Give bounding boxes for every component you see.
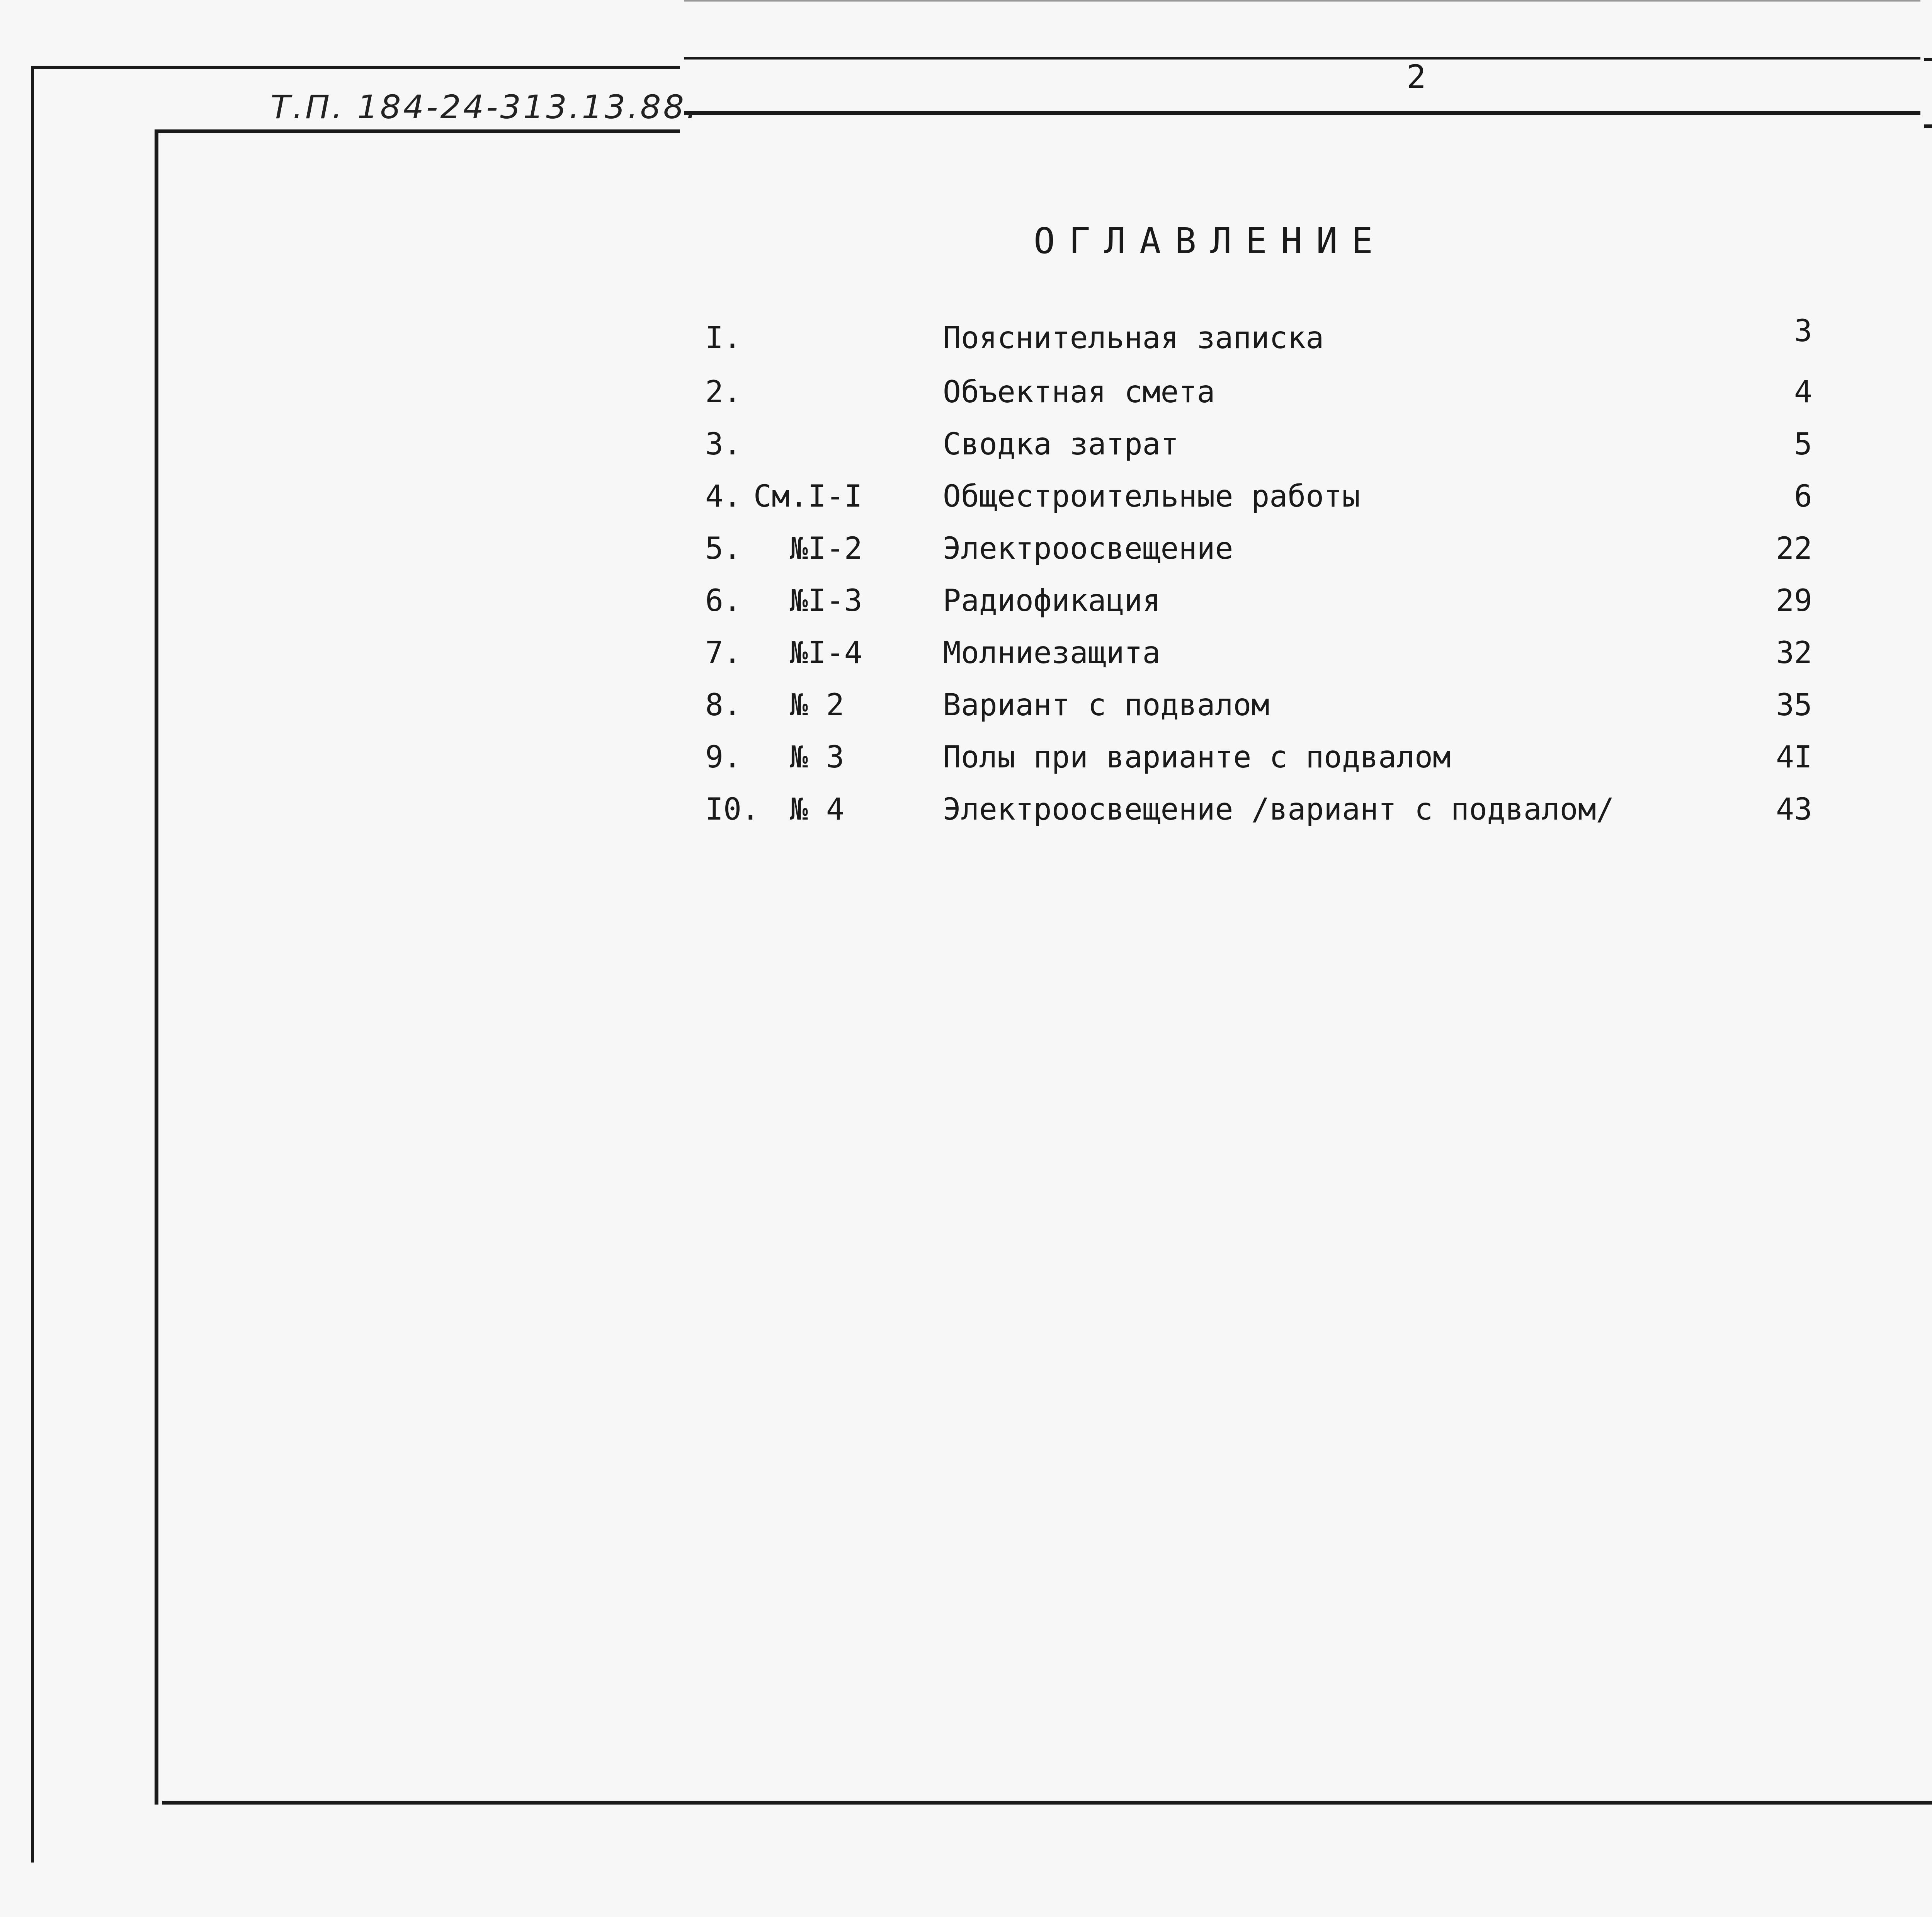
toc-row-page: 35: [1776, 688, 1812, 723]
toc-row-number: 8.: [705, 688, 742, 723]
toc-row-ref: См.I-I: [753, 479, 862, 514]
toc-row-page: 29: [1776, 583, 1812, 618]
toc-row-title: Пояснительная записка: [943, 321, 1324, 356]
toc-row: [0, 531, 1932, 578]
top-edge-line: [684, 0, 1920, 2]
toc-row-page: 6: [1794, 479, 1812, 514]
toc-row-ref: № 3: [753, 740, 844, 775]
toc-row-number: 9.: [705, 740, 742, 775]
toc-row: [0, 636, 1932, 682]
toc-title: ОГЛАВЛЕНИЕ: [1034, 220, 1387, 262]
page-number-box-bottom: [684, 111, 1920, 115]
toc-row: [0, 792, 1932, 839]
toc-row-number: 2.: [705, 375, 742, 410]
toc-row-number: I0.: [705, 792, 760, 827]
toc-row: [0, 688, 1932, 734]
toc-row-title: Вариант с подвалом: [943, 688, 1270, 723]
toc-row-page: 4: [1794, 375, 1812, 410]
document-code: Т.П. 184-24-313.13.88.: [270, 88, 699, 126]
page-number-box-top: [684, 57, 1920, 60]
toc-row: [0, 740, 1932, 786]
toc-row-title: Полы при варианте с подвалом: [943, 740, 1451, 775]
inner-frame-top-right: [1924, 124, 1932, 128]
toc-row-number: I.: [705, 321, 742, 356]
page-number: 2: [1406, 58, 1426, 96]
toc-row-page: 4I: [1776, 740, 1812, 775]
toc-row-ref: №I-3: [753, 583, 862, 618]
toc-row: [0, 375, 1932, 421]
toc-row-ref: №I-4: [753, 636, 862, 670]
toc-row-number: 7.: [705, 636, 742, 670]
inner-frame-top-left: [155, 129, 680, 133]
outer-frame-top-right: [1924, 58, 1932, 61]
toc-row: [0, 479, 1932, 526]
toc-row-number: 3.: [705, 427, 742, 462]
toc-row-page: 3: [1794, 314, 1812, 349]
toc-row: [0, 427, 1932, 473]
toc-row-title: Сводка затрат: [943, 427, 1179, 462]
toc-row-number: 5.: [705, 531, 742, 566]
toc-row-ref: №I-2: [753, 531, 862, 566]
toc-row-ref: № 4: [753, 792, 844, 827]
toc-row-ref: № 2: [753, 688, 844, 723]
toc-row-title: Объектная смета: [943, 375, 1215, 410]
toc-row-title: Молниезащита: [943, 636, 1161, 670]
toc-row-title: Электроосвещение: [943, 531, 1233, 566]
toc-row-page: 32: [1776, 636, 1812, 670]
inner-frame-bottom: [162, 1801, 1932, 1805]
toc-row-number: 6.: [705, 583, 742, 618]
toc-row: [0, 583, 1932, 630]
toc-row-page: 43: [1776, 792, 1812, 827]
toc-row-title: Электроосвещение /вариант с подвалом/: [943, 792, 1614, 827]
outer-frame-top-left: [31, 66, 680, 69]
toc-row: [0, 314, 1932, 367]
toc-row-number: 4.: [705, 479, 742, 514]
toc-row-page: 22: [1776, 531, 1812, 566]
toc-row-title: Радиофикация: [943, 583, 1161, 618]
toc-row-page: 5: [1794, 427, 1812, 462]
toc-row-title: Общестроительные работы: [943, 479, 1361, 514]
